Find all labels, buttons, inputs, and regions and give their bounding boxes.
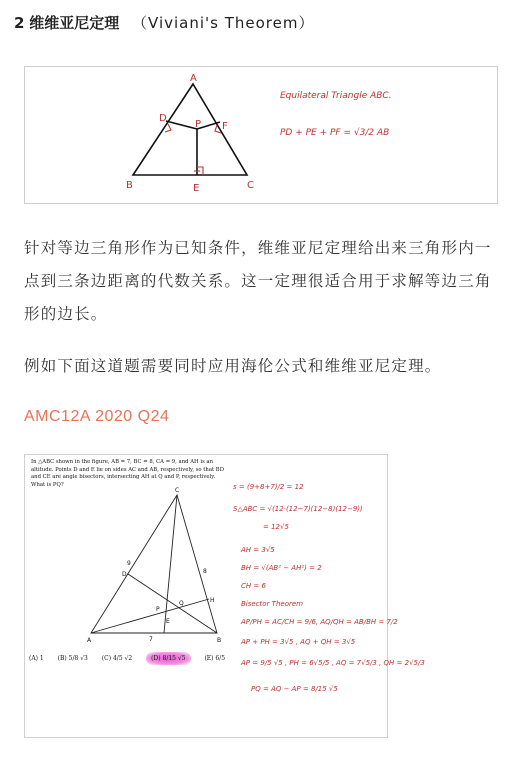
paragraph-example-intro: 例如下面这道题需要同时应用海伦公式和维维亚尼定理。 — [24, 357, 442, 375]
point-d: D — [122, 571, 127, 578]
paragraph-theorem-description: 针对等边三角形作为已知条件，维维亚尼定理给出来三角形内一点到三条边距离的代数关系。这一定理很适合用于求解等边三角形的边长。 — [24, 239, 492, 323]
point-e: E — [166, 618, 170, 625]
work-line-6: CH = 6 — [241, 582, 266, 590]
bisector-bd — [128, 574, 217, 633]
work-line-2: S△ABC = √(12·(12−7)(12−8)(12−9)) — [233, 505, 363, 513]
length-9: 9 — [127, 560, 131, 567]
point-q: Q — [179, 600, 184, 607]
note-equilateral: Equilateral Triangle ABC. — [280, 91, 392, 101]
point-b: B — [217, 637, 222, 644]
work-line-10: AP = 9/5 √5 , PH = 6√5/5 , AQ = 7√5/3 , QH = 2√5/3 — [241, 659, 425, 667]
label-e: E — [193, 183, 200, 194]
amc-problem-figure — [24, 454, 425, 738]
label-a: A — [190, 73, 197, 84]
answer-choices — [29, 655, 237, 662]
choice-b: (B) 5/8 √3 — [57, 655, 88, 662]
label-b: B — [126, 180, 133, 191]
point-p: P — [156, 606, 160, 613]
heading-subtitle: （Viviani's Theorem） — [132, 14, 315, 32]
altitude-ah — [164, 495, 177, 633]
label-c: C — [247, 180, 254, 191]
problem-source-title: AMC12A 2020 Q24 — [24, 408, 170, 425]
heading-number: 2 — [14, 14, 25, 32]
problem-statement: In △ABC shown in the figure, AB = 7, BC = 8, CA = 9, and AH is an altitude. Points D and E lie on sides AC and AB, respectively, so that BD and CE are angle bisectors, intersecting AH at Q and P, respectively. What is PQ? — [31, 459, 224, 488]
choice-e: (E) 6/5 — [204, 655, 226, 662]
viviani-figure — [24, 66, 498, 204]
triangle-abc-2 — [91, 495, 217, 633]
label-f: F — [222, 121, 228, 132]
work-line-7: Bisector Theorem — [241, 600, 303, 608]
label-p: P — [195, 119, 202, 130]
choice-c: (C) 4/5 √2 — [101, 655, 133, 662]
work-line-5: BH = √(AB² − AH²) = 2 — [241, 564, 322, 572]
work-line-8: AP/PH = AC/CH = 9/6, AQ/QH = AB/BH = 7/2 — [241, 618, 398, 626]
work-line-4: AH = 3√5 — [241, 546, 275, 554]
note-viviani-formula: PD + PE + PF = √3/2 AB — [280, 128, 390, 138]
heading-title: 维维亚尼定理 — [29, 14, 120, 32]
problem-diagram — [25, 455, 425, 737]
point-c: C — [175, 487, 180, 494]
work-line-11: PQ = AQ − AP = 8/15 √5 — [251, 685, 338, 693]
viviani-diagram — [25, 67, 497, 203]
point-h: H — [210, 597, 215, 604]
work-line-1: s = (9+8+7)/2 = 12 — [233, 483, 304, 491]
length-8: 8 — [203, 568, 207, 575]
choice-d-highlighted: (D) 8/15 √5 — [146, 652, 190, 665]
section-heading — [14, 12, 315, 33]
work-line-9: AP + PH = 3√5 , AQ + QH = 3√5 — [241, 638, 356, 646]
length-7: 7 — [149, 636, 153, 643]
segment-pd — [166, 121, 197, 129]
choice-a: (A) 1 — [29, 655, 44, 662]
triangle-abc — [133, 84, 247, 175]
label-d: D — [159, 113, 167, 124]
work-line-3: = 12√5 — [263, 523, 289, 531]
point-a: A — [87, 637, 92, 644]
